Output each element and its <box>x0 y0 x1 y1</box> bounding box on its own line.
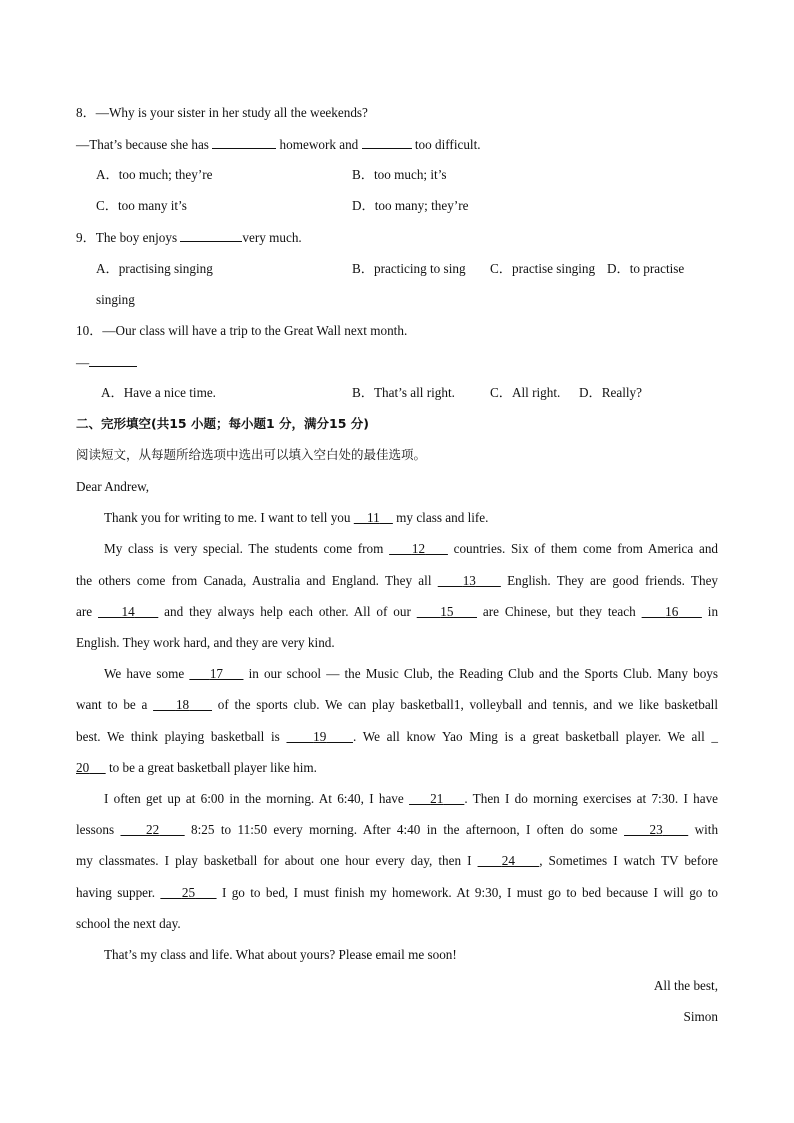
q9-option-b[interactable]: B．practicing to sing <box>352 261 466 276</box>
blank-number[interactable]: 13 <box>462 573 476 588</box>
text-run: 8:25 to 11:50 every morning. After 4:40 in the afternoon, I often do some <box>191 822 618 837</box>
q8-text-c: too difficult. <box>414 137 481 152</box>
letter-paragraph-4-line-4 <box>76 884 718 902</box>
text-run: . We all know Yao Ming is a great basketball player. We all _ <box>353 729 718 744</box>
letter-paragraph-4-line-1 <box>104 790 718 808</box>
q8-text-b: homework and <box>279 137 359 152</box>
text-run: My class is very special. The students come from <box>104 541 384 556</box>
text-run: lessons <box>76 822 115 837</box>
letter-paragraph-4-line-3 <box>76 852 718 870</box>
blank-number[interactable]: 18 <box>175 697 190 712</box>
text-run: with <box>694 822 719 837</box>
blank-number[interactable]: 19 <box>313 729 327 744</box>
q9-option-c[interactable]: C．practise singing <box>490 261 596 276</box>
q10-option-a[interactable]: A．Have a nice time. <box>101 385 216 400</box>
question-8-stem: 8．—Why is your sister in her study all the weekends? <box>76 105 368 120</box>
q8-option-a[interactable]: A．too much; they’re <box>96 167 213 182</box>
text-run: English. They are good friends. They <box>507 573 719 588</box>
text-run: I go to bed, I must finish my homework. At 9:30, I must go to bed because I will go to <box>221 885 719 900</box>
text-run: of the sports club. We can play basketball1, volleyball and tennis, and we like basketball <box>217 697 718 712</box>
blank-number[interactable]: 22 <box>145 822 160 837</box>
q8-option-b[interactable]: B．too much; it’s <box>352 167 447 182</box>
letter-paragraph-5: That’s my class and life. What about yours? Please email me soon! <box>104 947 457 962</box>
blank-number[interactable]: 15 <box>440 604 454 619</box>
q10-dash: — <box>76 355 90 370</box>
q9-option-a-continuation: singing <box>96 292 135 307</box>
letter-salutation: Dear Andrew, <box>76 479 150 494</box>
letter-paragraph-3-line-2 <box>76 696 718 714</box>
letter-paragraph-2-line-4: English. They work hard, and they are very kind. <box>76 635 335 650</box>
q9-text-a: 9．The boy enjoys <box>76 230 178 245</box>
letter-paragraph-3-line-4 <box>76 759 317 777</box>
text-run: my classmates. I play basketball for about one hour every day, then I <box>76 853 472 868</box>
blank-number[interactable]: 14 <box>121 604 135 619</box>
q9-option-d[interactable]: D．to practise <box>607 261 685 276</box>
q9-option-a[interactable]: A．practising singing <box>96 261 213 276</box>
text-run: my class and life. <box>396 510 489 525</box>
text-run: and they always help each other. All of our <box>164 604 411 619</box>
text-run: are Chinese, but they teach <box>482 604 636 619</box>
blank-number[interactable]: 23 <box>649 822 663 837</box>
text-run: are <box>76 604 93 619</box>
text-run: in our school — the Music Club, the Reading Club and the Sports Club. Many boys <box>248 666 719 681</box>
text-run: the others come from Canada, Australia and England. They all <box>76 573 432 588</box>
text-run: to be a great basketball player like him. <box>108 760 317 775</box>
letter-paragraph-4-line-5: school the next day. <box>76 916 181 931</box>
letter-paragraph-3-line-1 <box>104 665 718 683</box>
answer-blank[interactable] <box>362 135 412 149</box>
blank-number[interactable]: 17 <box>209 666 223 681</box>
q10-option-c[interactable]: C．All right. <box>490 385 561 400</box>
letter-paragraph-4-line-2 <box>76 821 718 839</box>
text-run: I often get up at 6:00 in the morning. At 6:40, I have <box>104 791 404 806</box>
answer-blank[interactable] <box>180 228 242 242</box>
letter-paragraph-2-line-2 <box>76 572 718 590</box>
section-2-heading <box>76 415 369 433</box>
answer-blank[interactable] <box>212 135 276 149</box>
letter-paragraph-1 <box>104 509 488 527</box>
blank-number[interactable]: 20 <box>76 760 90 775</box>
blank-number[interactable]: 12 <box>411 541 426 556</box>
question-10-stem: 10．—Our class will have a trip to the Great Wall next month. <box>76 323 408 338</box>
section-2-scoring: (共15 小题；每小题1 分，满分15 分) <box>151 416 369 431</box>
blank-number[interactable]: 11 <box>366 510 380 525</box>
text-run: We have some <box>104 666 185 681</box>
text-run: having supper. <box>76 885 155 900</box>
letter-paragraph-2-line-3 <box>76 603 718 621</box>
text-run: . Then I do morning exercises at 7:30. I have <box>464 791 719 806</box>
letter-paragraph-3-line-3 <box>76 728 718 746</box>
q9-text-b: very much. <box>242 230 302 245</box>
text-run: countries. Six of them come from America and <box>453 541 719 556</box>
section-2-title: 二、完形填空 <box>76 416 152 431</box>
question-8-line2 <box>76 135 481 154</box>
question-9-stem <box>76 228 302 247</box>
text-run: want to be a <box>76 697 148 712</box>
blank-number[interactable]: 21 <box>430 791 444 806</box>
text-run: , Sometimes I watch TV before <box>539 853 719 868</box>
text-run: in <box>707 604 719 619</box>
q8-option-d[interactable]: D．too many; they’re <box>352 198 469 213</box>
blank-number[interactable]: 24 <box>501 853 515 868</box>
letter-signature: Simon <box>683 1009 718 1024</box>
q8-text-a: —That’s because she has <box>76 137 209 152</box>
text-run: Thank you for writing to me. I want to tell you <box>104 510 351 525</box>
letter-closing: All the best, <box>653 978 718 993</box>
text-run: best. We think playing basketball is <box>76 729 280 744</box>
blank-number[interactable]: 25 <box>181 885 196 900</box>
blank-number[interactable]: 16 <box>665 604 679 619</box>
question-10-reply <box>76 353 137 372</box>
q10-option-d[interactable]: D．Really? <box>579 385 642 400</box>
answer-blank[interactable] <box>89 353 137 367</box>
q8-option-c[interactable]: C．too many it’s <box>96 198 187 213</box>
section-2-instruction: 阅读短文，从每题所给选项中选出可以填入空白处的最佳选项。 <box>76 447 427 462</box>
q10-option-b[interactable]: B．That’s all right. <box>352 385 455 400</box>
letter-paragraph-2-line-1 <box>104 540 718 558</box>
